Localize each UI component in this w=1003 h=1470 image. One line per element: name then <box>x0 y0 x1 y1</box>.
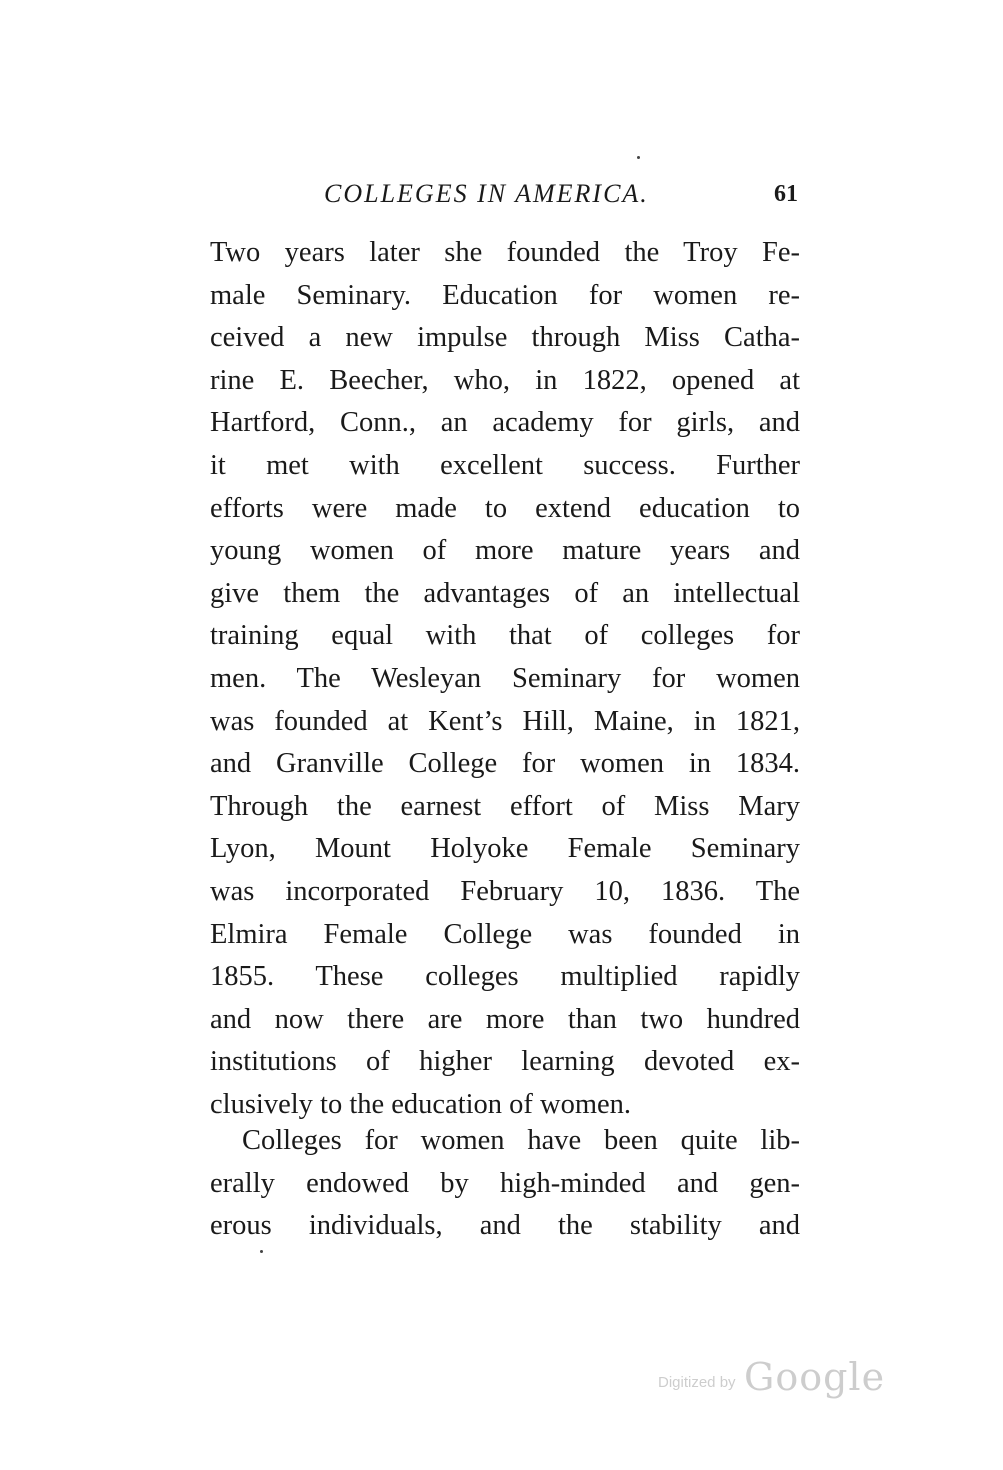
text-line: male Seminary. Education for women re- <box>210 279 800 311</box>
text-line: efforts were made to extend education to <box>210 492 800 524</box>
text-line: Colleges for women have been quite lib- <box>242 1125 800 1156</box>
digitized-watermark <box>658 1355 885 1399</box>
running-head <box>212 176 798 212</box>
print-speck <box>637 156 640 159</box>
text-line: give them the advantages of an intellectual <box>210 577 800 609</box>
text-line: Two years later she founded the Troy Fe- <box>210 237 800 268</box>
paragraph-2 <box>210 1120 800 1248</box>
page-number: 61 <box>774 181 798 207</box>
paragraph-1 <box>210 232 800 1126</box>
text-line: Hartford, Conn., an academy for girls, and <box>210 407 800 439</box>
text-line: training equal with that of colleges for <box>210 620 800 652</box>
text-line: Through the earnest effort of Miss Mary <box>210 790 800 822</box>
text-line: Elmira Female College was founded in <box>210 918 800 950</box>
text-line: and now there are more than two hundred <box>210 1003 800 1035</box>
text-line: rine E. Beecher, who, in 1822, opened at <box>210 364 800 396</box>
text-line: men. The Wesleyan Seminary for women <box>210 662 800 694</box>
text-line: was founded at Kent’s Hill, Maine, in 1821, <box>210 705 800 737</box>
running-title: COLLEGES IN AMERICA. <box>324 179 649 208</box>
watermark-caption: Digitized by <box>658 1374 736 1391</box>
text-line: institutions of higher learning devoted ex- <box>210 1046 800 1078</box>
text-line: young women of more mature years and <box>210 535 800 567</box>
text-line: clusively to the education of women. <box>210 1088 632 1120</box>
print-speck <box>260 1250 263 1253</box>
text-line: ceived a new impulse through Miss Catha- <box>210 322 800 354</box>
google-logo: Google <box>744 1355 886 1399</box>
text-line: erous individuals, and the stability and <box>210 1210 800 1242</box>
text-line: was incorporated February 10, 1836. The <box>210 875 800 907</box>
text-line: Lyon, Mount Holyoke Female Seminary <box>210 833 800 865</box>
text-line: it met with excellent success. Further <box>210 449 800 481</box>
text-line: erally endowed by high-minded and gen- <box>210 1167 800 1199</box>
text-line: and Granville College for women in 1834. <box>210 748 800 780</box>
text-line: 1855. These colleges multiplied rapidly <box>210 961 800 993</box>
